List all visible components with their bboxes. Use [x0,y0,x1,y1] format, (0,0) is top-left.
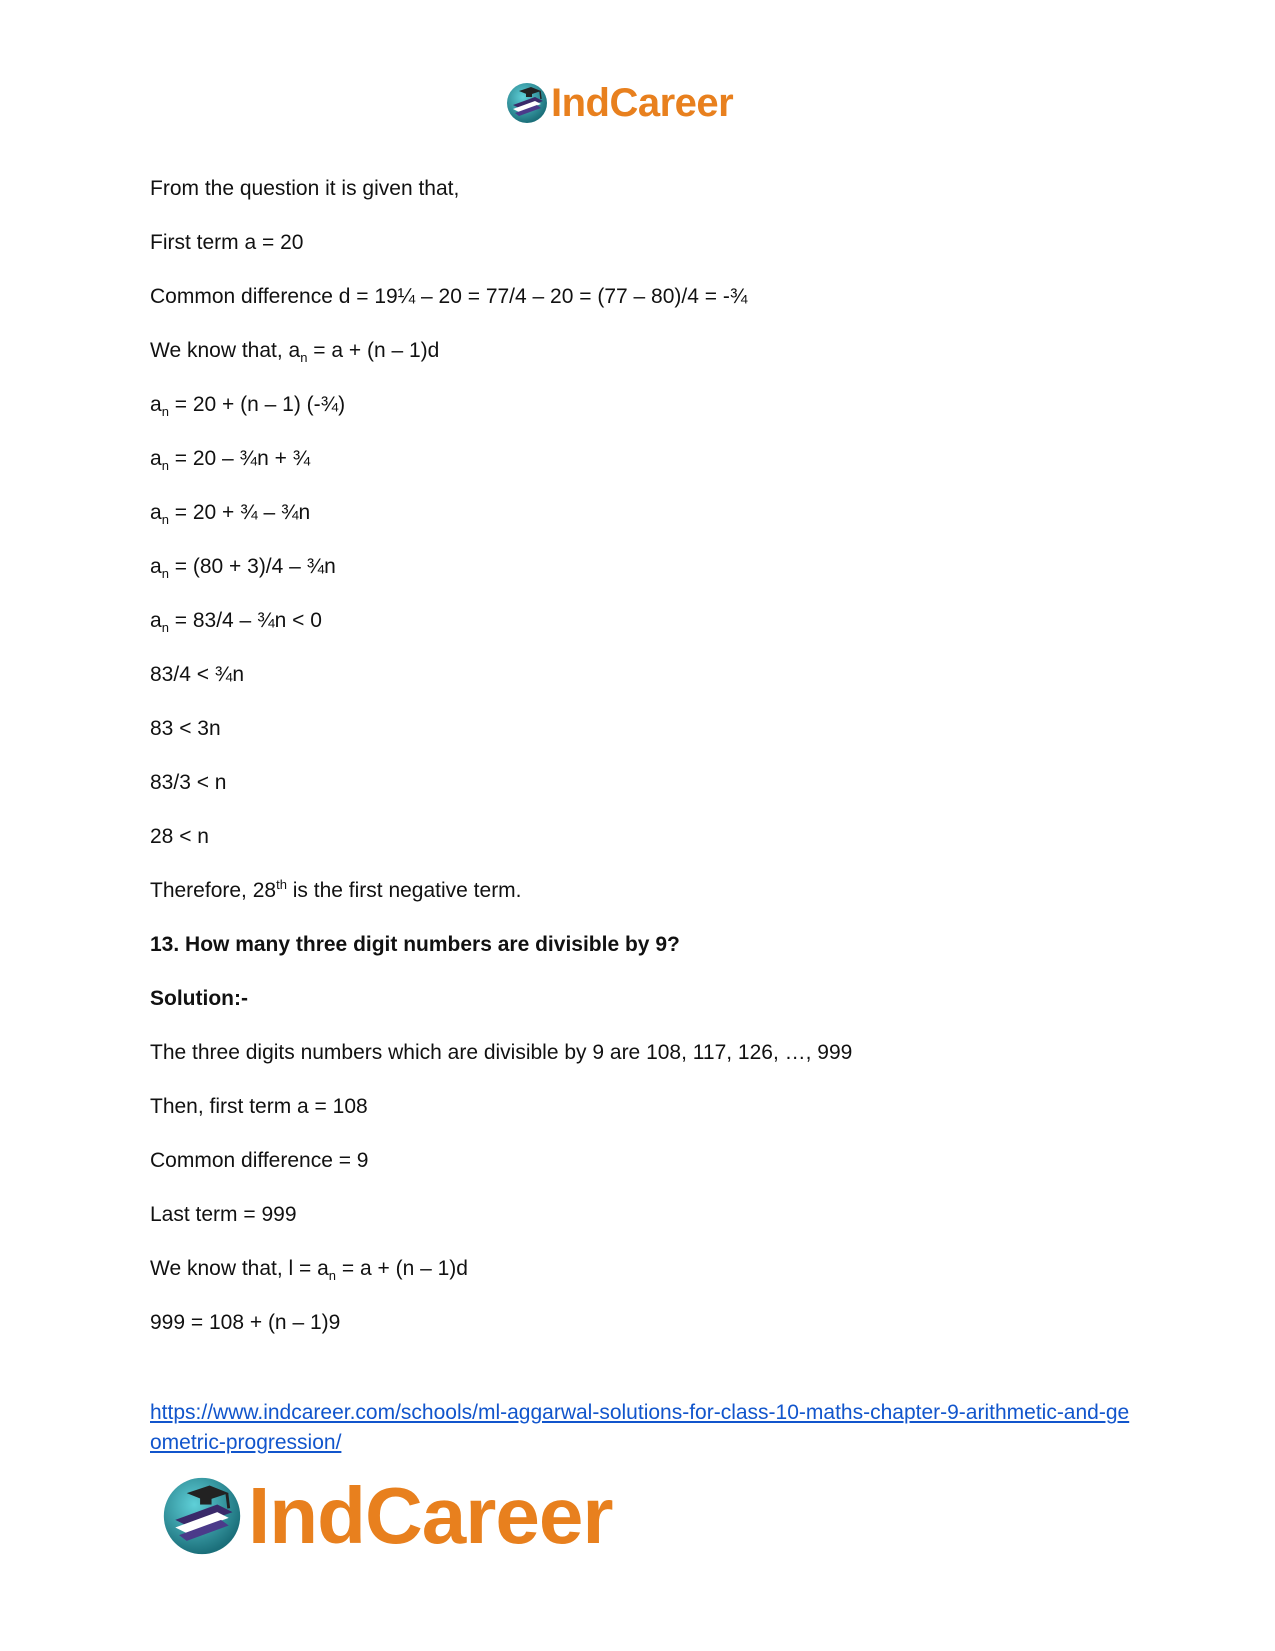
formula-line: $a_n = 20$ + ¾ – ¾n [150,501,311,527]
formula-line: We know that, $a_n = a + (n - 1)d$ [150,339,440,365]
text-line: 83 < 3n [150,717,221,740]
formula-line: We know that, $l = a_n = a + (n - 1)d$ [150,1257,468,1283]
formula-line: $a_n = (80 + 3)/4$ – ¾n [150,555,336,581]
solution-heading: Solution:- [150,987,248,1010]
footer-logo [160,1470,612,1562]
graduation-book-icon [505,81,549,125]
source-link[interactable]: https://www.indcareer.com/schools/ml-aggarwal-solutions-for-class-10-maths-chapter-9-arithmetic-and-geometric-progression/ [150,1401,1130,1454]
text-line: The three digits numbers which are divisible by 9 are 108, 117, 126, …, 999 [150,1041,853,1064]
graduation-book-icon [160,1474,244,1558]
formula-line: $a_n = 83/4$ – ¾n < 0 [150,609,322,635]
header-logo [505,78,733,128]
brand-wordmark: IndCareer [551,80,734,125]
text-line: 83/3 < n [150,771,227,794]
formula-line: $a_n = 20 + (n - 1)$ (-¾) [150,393,346,419]
brand-wordmark: IndCareer [248,1471,613,1560]
text-line: 999 = 108 + (n – 1)9 [150,1311,341,1334]
conclusion-line: Therefore, 28th is the first negative term. [150,877,522,902]
text-line: First term a = 20 [150,231,304,254]
text-line: Common difference d = 19¼ – 20 = 77/4 – 20 = (77 – 80)/4 = -¾ [150,285,748,308]
formula-line: $a_n = 20$ – ¾n + ¾ [150,447,311,473]
text-line: Last term = 999 [150,1203,297,1226]
text-line: From the question it is given that, [150,177,460,200]
question-heading: 13. How many three digit numbers are divisible by 9? [150,933,680,956]
text-line: Common difference = 9 [150,1149,369,1172]
text-line: 83/4 < ¾n [150,663,244,686]
text-line: Then, first term a = 108 [150,1095,368,1118]
text-line: 28 < n [150,825,209,848]
